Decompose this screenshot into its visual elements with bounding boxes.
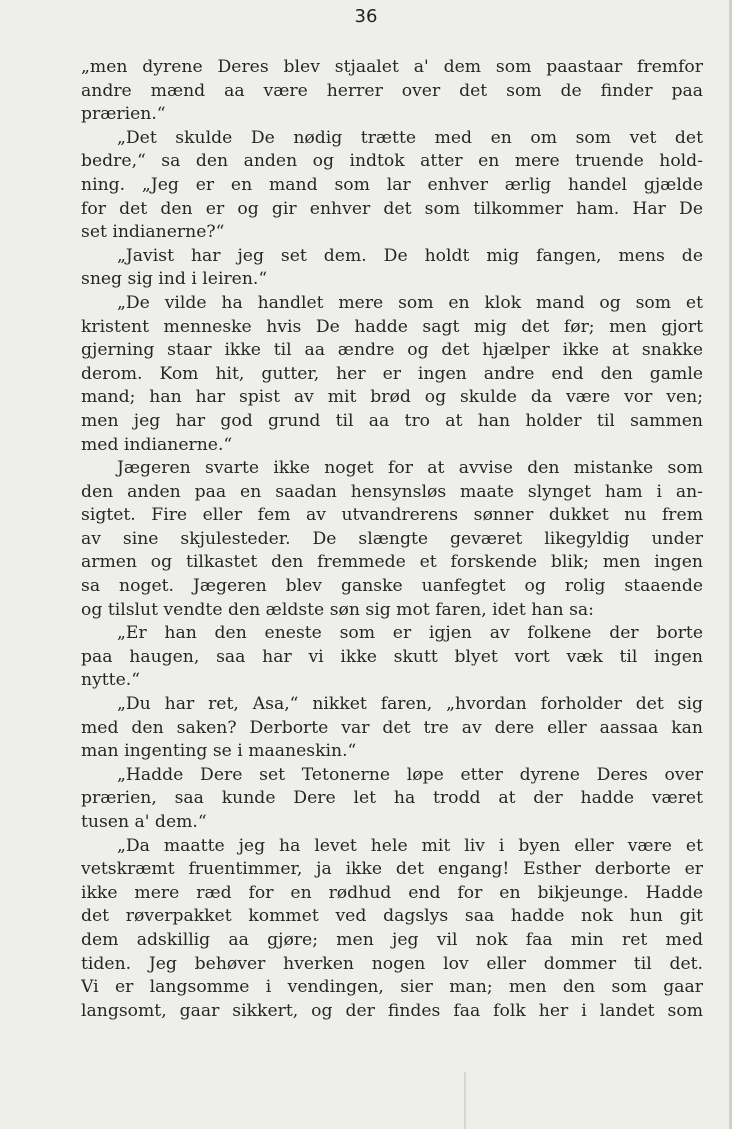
text-line: „Det skulde De nødig trætte med en om som vet det: [117, 127, 703, 148]
text-line: tusen a' dem.“: [81, 812, 207, 832]
text-line: armen og tilkastet den fremmede et forskende blik; men ingen: [81, 552, 703, 573]
text-line: med indianerne.“: [81, 434, 233, 455]
text-line: Vi er langsomme i vendingen, sier man; men den som gaar: [81, 977, 703, 998]
text-line: prærien, saa kunde Dere let ha trodd at der hadde været: [81, 788, 703, 809]
text-line: „Javist har jeg set dem. De holdt mig fangen, mens de: [117, 245, 703, 266]
text-line: „De vilde ha handlet mere som en klok mand og som et: [117, 292, 703, 313]
text-line: nytte.“: [81, 670, 141, 691]
text-line: sa noget. Jægeren blev ganske uanfegtet og rolig staaende: [81, 576, 703, 597]
text-line: paa haugen, saa har vi ikke skutt blyet vort væk til ingen: [81, 646, 703, 667]
scan-fold-mark: [464, 1072, 466, 1129]
text-line: ikke mere ræd for en rødhud end for en bikjeunge. Hadde: [81, 882, 703, 903]
text-line: „Er han den eneste som er igjen av folkene der borte: [117, 623, 703, 644]
text-line: ning. „Jeg er en mand som lar enhver ærlig handel gjælde: [81, 174, 703, 195]
text-line: og tilslut vendte den ældste søn sig mot faren, idet han sa:: [81, 599, 594, 620]
text-line: „Hadde Dere set Tetonerne løpe etter dyrene Deres over: [117, 764, 703, 785]
text-line: kristent menneske hvis De hadde sagt mig det før; men gjort: [81, 316, 703, 337]
text-line: Jægeren svarte ikke noget for at avvise den mistanke som: [117, 458, 703, 479]
text-line: bedre,“ sa den anden og indtok atter en mere truende hold-: [81, 151, 703, 172]
body-text: [81, 56, 703, 1023]
text-line: med den saken? Derborte var det tre av dere eller aassaa kan: [81, 717, 703, 738]
text-line: „Da maatte jeg ha levet hele mit liv i byen eller være et: [117, 835, 703, 856]
text-line: derom. Kom hit, gutter, her er ingen andre end den gamle: [81, 363, 703, 384]
text-line: man ingenting se i maaneskin.“: [81, 741, 357, 762]
text-line: gjerning staar ikke til aa ændre og det hjælper ikke at snakke: [81, 340, 703, 361]
text-line: av sine skjulesteder. De slængte geværet likegyldig under: [81, 528, 703, 549]
text-line: men jeg har god grund til aa tro at han holder til sammen: [81, 410, 703, 431]
text-line: det røverpakket kommet ved dagslys saa hadde nok hun git: [81, 906, 703, 927]
text-line: prærien.“: [81, 104, 166, 125]
text-line: sneg sig ind i leiren.“: [81, 269, 268, 290]
text-line: „men dyrene Deres blev stjaalet a' dem som paastaar fremfor: [81, 57, 703, 77]
page-number: 36: [354, 6, 378, 27]
text-line: mand; han har spist av mit brød og skulde da være vor ven;: [81, 387, 703, 408]
text-line: langsomt, gaar sikkert, og der findes faa folk her i landet som: [81, 1000, 703, 1021]
text-line: vetskræmt fruentimmer, ja ikke det engang! Esther derborte er: [81, 859, 703, 880]
text-line: sigtet. Fire eller fem av utvandrerens sønner dukket nu frem: [81, 505, 703, 526]
text-line: andre mænd aa være herrer over det som de finder paa: [81, 80, 703, 101]
text-line: set indianerne?“: [81, 222, 225, 243]
text-line: „Du har ret, Asa,“ nikket faren, „hvordan forholder det sig: [117, 694, 703, 715]
text-line: tiden. Jeg behøver hverken nogen lov eller dommer til det.: [81, 953, 703, 974]
text-line: for det den er og gir enhver det som tilkommer ham. Har De: [81, 198, 703, 219]
text-line: dem adskillig aa gjøre; men jeg vil nok faa min ret med: [81, 929, 703, 950]
text-line: den anden paa en saadan hensynsløs maate slynget ham i an-: [81, 481, 703, 502]
